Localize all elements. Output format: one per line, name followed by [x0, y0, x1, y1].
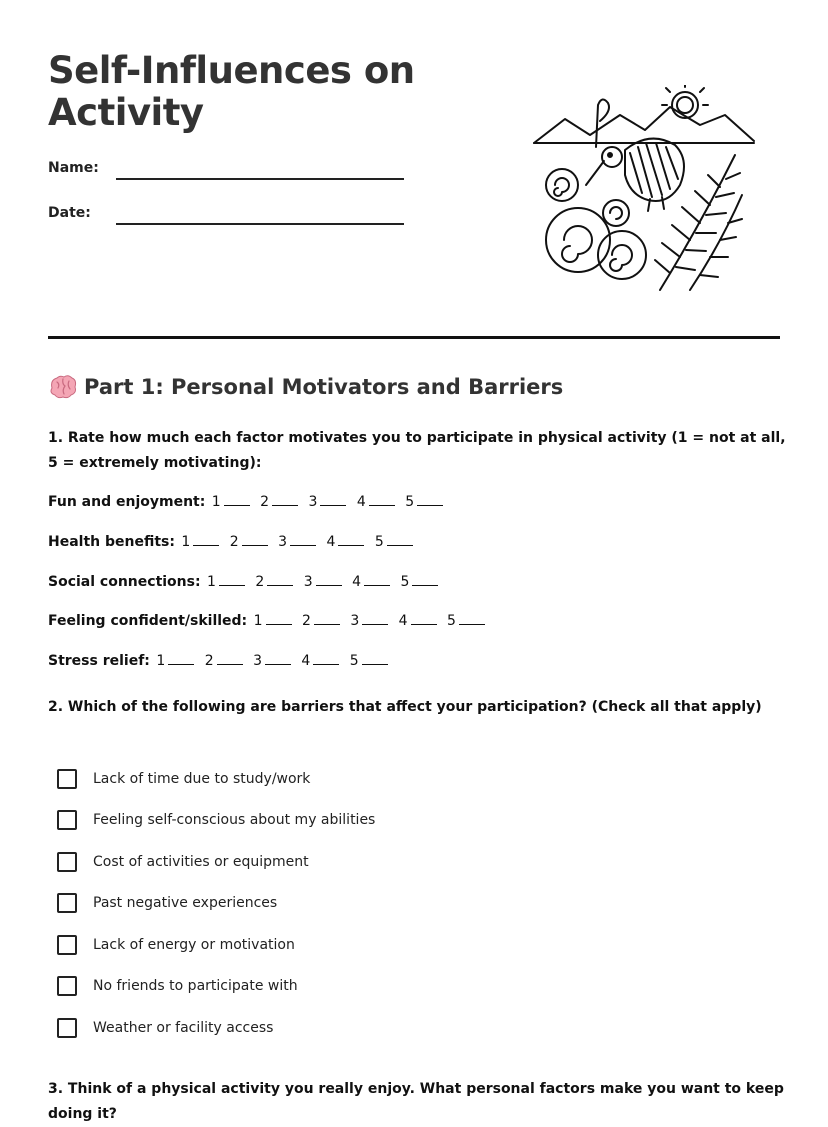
rating-blank[interactable]	[267, 575, 293, 586]
scale-number: 3	[273, 534, 288, 550]
checkbox[interactable]	[57, 935, 77, 955]
checkbox[interactable]	[57, 1018, 77, 1038]
rating-blank[interactable]	[168, 654, 194, 665]
scale-number: 2	[297, 613, 311, 629]
rating-row	[48, 494, 447, 510]
rating-blank[interactable]	[320, 495, 346, 506]
scale-number: 1	[176, 534, 191, 550]
rating-blank[interactable]	[193, 535, 219, 546]
checkbox[interactable]	[57, 810, 77, 830]
scale-number: 2	[200, 653, 214, 669]
part1-heading-text: Part 1: Personal Motivators and Barriers	[84, 375, 564, 399]
part1-heading	[48, 374, 563, 400]
rating-blank[interactable]	[338, 535, 364, 546]
checkbox[interactable]	[57, 769, 77, 789]
barrier-label: Feeling self-conscious about my abilities	[93, 812, 376, 829]
barrier-checklist	[57, 758, 375, 1049]
barrier-label: Past negative experiences	[93, 895, 278, 912]
scale-number: 3	[248, 653, 262, 669]
factor-label: Feeling confident/skilled:	[48, 613, 248, 629]
scale-number: 1	[202, 574, 216, 590]
question-2: 2. Which of the following are barriers that affect your participation? (Check all that apply)	[48, 699, 762, 715]
barrier-label: Weather or facility access	[93, 1019, 274, 1036]
rating-blank[interactable]	[411, 614, 437, 625]
scale-number: 1	[207, 494, 221, 510]
barrier-option[interactable]	[57, 841, 375, 883]
rating-blank[interactable]	[316, 575, 342, 586]
scale-number: 2	[250, 574, 265, 590]
barrier-label: No friends to participate with	[93, 978, 298, 995]
scale-number: 2	[225, 534, 239, 550]
scale-number: 4	[296, 653, 311, 669]
rating-blank[interactable]	[362, 614, 388, 625]
scale-number: 4	[347, 574, 362, 590]
barrier-option[interactable]	[57, 924, 375, 966]
barrier-option[interactable]	[57, 800, 375, 842]
scale-number: 1	[249, 613, 263, 629]
date-input-line[interactable]	[116, 209, 404, 225]
rating-blank[interactable]	[217, 654, 243, 665]
name-field[interactable]	[48, 160, 404, 176]
scale-number: 5	[400, 494, 415, 510]
barrier-label: Lack of time due to study/work	[93, 770, 311, 787]
scale-number: 4	[394, 613, 408, 629]
factor-label: Stress relief:	[48, 653, 150, 669]
barrier-label: Cost of activities or equipment	[93, 853, 309, 870]
brain-icon	[48, 374, 78, 400]
barrier-option[interactable]	[57, 966, 375, 1008]
scale-number: 5	[396, 574, 410, 590]
scale-number: 4	[352, 494, 366, 510]
rating-blank[interactable]	[412, 575, 438, 586]
name-label: Name:	[48, 160, 99, 176]
scale-number: 3	[299, 574, 313, 590]
rating-blank[interactable]	[290, 535, 316, 546]
rating-blank[interactable]	[364, 575, 390, 586]
checkbox[interactable]	[57, 976, 77, 996]
scale-number: 1	[151, 653, 166, 669]
rating-blank[interactable]	[417, 495, 443, 506]
name-input-line[interactable]	[116, 164, 404, 180]
scale-number: 3	[345, 613, 360, 629]
date-field[interactable]	[48, 205, 404, 221]
barrier-option[interactable]	[57, 883, 375, 925]
scale-number: 5	[370, 534, 384, 550]
factor-label: Fun and enjoyment:	[48, 494, 206, 510]
rating-row	[48, 574, 442, 590]
rating-blank[interactable]	[459, 614, 485, 625]
checkbox[interactable]	[57, 893, 77, 913]
factor-label: Health benefits:	[48, 534, 175, 550]
rating-blank[interactable]	[219, 575, 245, 586]
scale-number: 5	[345, 653, 359, 669]
rating-blank[interactable]	[313, 654, 339, 665]
question-3: 3. Think of a physical activity you really enjoy. What personal factors make you want to keep doing it?	[48, 1081, 784, 1122]
scale-number: 3	[304, 494, 318, 510]
checkbox[interactable]	[57, 852, 77, 872]
rating-blank[interactable]	[242, 535, 268, 546]
rating-blank[interactable]	[362, 654, 388, 665]
rating-row	[48, 613, 489, 629]
barrier-option[interactable]	[57, 758, 375, 800]
rating-blank[interactable]	[369, 495, 395, 506]
scale-number: 4	[322, 534, 336, 550]
section-divider	[48, 336, 780, 339]
rating-blank[interactable]	[387, 535, 413, 546]
question-1: 1. Rate how much each factor motivates you to participate in physical activity (1 = not at all, 5 = extremely motivating):	[48, 430, 786, 471]
rating-blank[interactable]	[224, 495, 250, 506]
scale-number: 5	[442, 613, 456, 629]
date-label: Date:	[48, 205, 91, 221]
rating-row	[48, 653, 392, 669]
page-title: Self-Influences on Activity	[48, 49, 415, 134]
kiwi-bird-fern-sun-illustration	[530, 85, 758, 300]
barrier-option[interactable]	[57, 1007, 375, 1049]
scale-number: 2	[255, 494, 270, 510]
rating-blank[interactable]	[266, 614, 292, 625]
factor-label: Social connections:	[48, 574, 201, 590]
rating-row	[48, 534, 417, 550]
rating-blank[interactable]	[314, 614, 340, 625]
rating-blank[interactable]	[272, 495, 298, 506]
rating-blank[interactable]	[265, 654, 291, 665]
barrier-label: Lack of energy or motivation	[93, 936, 295, 953]
